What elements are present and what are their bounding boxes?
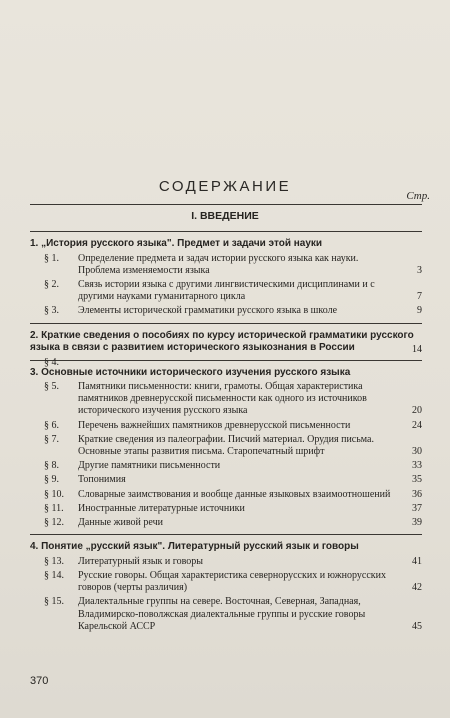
chapter-title: 1. „История русского языка". Предмет и задачи этой науки [30,238,323,249]
entry-text: Русские говоры. Общая характеристика севернорусских и южнорусских говоров (черты различия) [78,569,386,594]
entry-text: Диалектальные группы на севере. Восточная, Северная, Западная, Владимирско-поволжская диалектальные группы и русские говоры Карельской АССР [78,596,366,632]
entry-text: Определение предмета и задач истории русского языка как науки. Проблема изменяемости языка [78,252,359,276]
section-ref: § 11. [44,502,64,514]
page-number: 42 [412,582,422,594]
section-ref: § 5. [44,381,59,393]
entry-text: Краткие сведения из палеографии. Писчий материал. Орудия письма. Основные этапы развития письма. Старопечатный шрифт [78,433,374,458]
section-ref: § 1. [44,252,59,264]
page-number: 39 [412,517,422,529]
toc-entry [44,517,422,529]
section-ref: § 8. [44,460,59,472]
page-number: 41 [412,555,422,567]
entry-text: Иностранные литературные источники [78,502,245,514]
page-number: 33 [412,460,422,472]
entry-text: Топонимия [78,474,126,486]
section-ref: § 14. [44,569,64,581]
page-number: 20 [412,405,422,417]
section-ref: § 6. [44,419,59,431]
toc-entry [44,555,422,568]
section-ref: § 13. [44,555,64,567]
section-rule [30,323,422,324]
page-number: 45 [412,620,422,632]
toc-entry [44,305,422,317]
section-ref: § 12. [44,517,64,529]
page-number: 3 [417,264,422,276]
folio-page-number: 370 [30,675,49,687]
entry-text: Элементы исторической грамматики русского языка в школе [78,305,338,317]
table-of-contents [30,226,422,633]
page-number: 24 [412,419,422,431]
entry-text: Другие памятники письменности [78,460,221,472]
page-number: 35 [412,474,422,486]
toc-entry [44,488,422,501]
section-ref: § 10. [44,488,64,500]
chapter-title: 2. Краткие сведения о пособиях по курсу исторической грамматики русского языка в связи с развитием исторического языкознания в России [30,329,414,354]
toc-entry [44,419,422,432]
section-ref: § 15. [44,596,64,608]
chapter-title: 4. Понятие „русский язык". Литературный русский язык и говоры [30,541,359,553]
section-rule [30,360,422,361]
page-number: 36 [412,488,422,500]
toc-entry [44,474,422,486]
part-title: I. ВВЕДЕНИЕ [191,210,259,222]
page-number: 9 [417,305,422,317]
toc-entry [44,433,422,458]
toc-entry [44,278,422,303]
section-rule [30,231,422,232]
section-ref: § 3. [44,305,59,317]
page-number: 30 [412,446,422,458]
section-ref: § 7. [44,433,59,445]
page-number: 14 [412,344,422,356]
toc-entry [44,381,422,418]
section-ref: § 4. [44,356,59,368]
contents-heading: СОДЕРЖАНИЕ [158,178,292,195]
entry-text: Памятники письменности: книги, грамоты. Общая характеристика памятников древнерусской письменности как одного из источников исторического изучения русского языка [78,381,367,417]
chapter-title: 3. Основные источники исторического изучения русского языка [30,366,351,378]
entry-text: Литературный язык и говоры [78,555,203,567]
toc-entry [44,252,422,277]
entry-text: Данные живой речи [78,517,163,529]
section-ref: § 2. [44,278,59,290]
page-number: 7 [417,291,422,303]
toc-entry [44,596,422,633]
section-rule [30,534,422,535]
entry-text: Связь истории языка с другими лингвистическими дисциплинами и с другими науками гуманитарного цикла [78,278,375,303]
entry-text: Словарные заимствования и вообще данные языковых взаимоотношений [78,488,391,500]
section-ref: § 9. [44,474,59,486]
page-number: 37 [412,502,422,514]
toc-entry [44,569,422,594]
toc-entry [44,502,422,515]
page-column-label: Стр. [406,190,430,202]
entry-text: Перечень важнейших памятников древнерусской письменности [78,419,351,431]
toc-entry [44,460,422,472]
top-rule [30,204,422,205]
